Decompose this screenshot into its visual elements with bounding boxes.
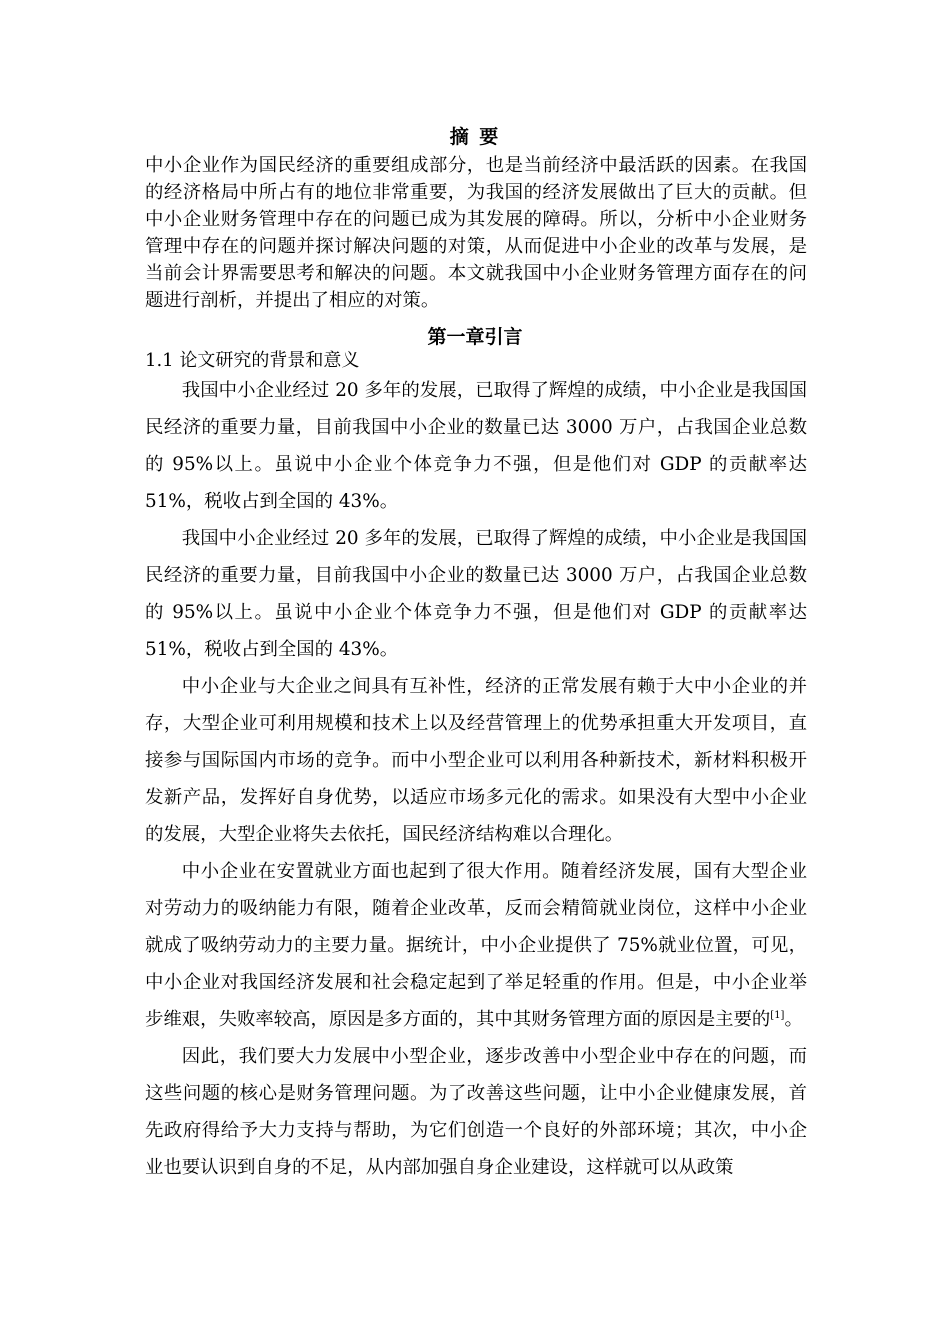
citation-marker: [1] <box>770 1009 785 1021</box>
paragraph: 我国中小企业经过 20 多年的发展，已取得了辉煌的成绩，中小企业是我国国民经济的重要力量，目前我国中小企业的数量已达 3000 万户，占我国企业总数的 95%以上。虽说中小企业个体竞争力不强，但是他们对 GDP 的贡献率达 51%，税收占到全国的 43%。 <box>145 380 807 512</box>
paragraph: 因此，我们要大力发展中小型企业，逐步改善中小型企业中存在的问题，而这些问题的核心是财务管理问题。为了改善这些问题，让中小企业健康发展，首先政府得给予大力支持与帮助，为它们创造一个良好的外部环境；其次，中小企业也要认识到自身的不足，从内部加强自身企业建设，这样就可以从政策 <box>145 1046 807 1178</box>
paragraph: 我国中小企业经过 20 多年的发展，已取得了辉煌的成绩，中小企业是我国国民经济的重要力量，目前我国中小企业的数量已达 3000 万户，占我国企业总数的 95%以上。虽说中小企业个体竞争力不强，但是他们对 GDP 的贡献率达 51%，税收占到全国的 43%。 <box>145 528 807 660</box>
abstract-text: 中小企业作为国民经济的重要组成部分，也是当前经济中最活跃的因素。在我国的经济格局中所占有的地位非常重要，为我国的经济发展做出了巨大的贡献。但中小企业财务管理中存在的问题已成为其发展的障碍。所以，分析中小企业财务管理中存在的问题并探讨解决问题的对策，从而促进中小企业的改革与发展，是当前会计界需要思考和解决的问题。本文就我国中小企业财务管理方面存在的问题进行剖析，并提出了相应的对策。 <box>145 155 807 311</box>
paragraph <box>145 853 807 1038</box>
section-title: 1.1 论文研究的背景和意义 <box>145 350 360 371</box>
chapter-title: 第一章引言 <box>427 326 523 348</box>
chapter-body <box>145 372 807 1186</box>
abstract-title: 摘 要 <box>449 126 501 148</box>
paragraph-text: 中小企业在安置就业方面也起到了很大作用。随着经济发展，国有大型企业对劳动力的吸纳能力有限，随着企业改革，反而会精简就业岗位，这样中小企业就成了吸纳劳动力的主要力量。据统计，中小企业提供了 75%就业位置，可见，中小企业对我国经济发展和社会稳定起到了举足轻重的作用。但是，中小企业举步维艰，失败率较高，原因是多方面的，其中其财务管理方面的原因是主要的 <box>145 861 807 1030</box>
paragraph: 中小企业与大企业之间具有互补性，经济的正常发展有赖于大中小企业的并存，大型企业可利用规模和技术上以及经营管理上的优势承担重大开发项目，直接参与国际国内市场的竞争。而中小型企业可以利用各种新技术，新材料积极开发新产品，发挥好自身优势，以适应市场多元化的需求。如果没有大型中小企业的发展，大型企业将失去依托，国民经济结构难以合理化。 <box>145 676 807 845</box>
paragraph-end: 。 <box>784 1009 803 1030</box>
